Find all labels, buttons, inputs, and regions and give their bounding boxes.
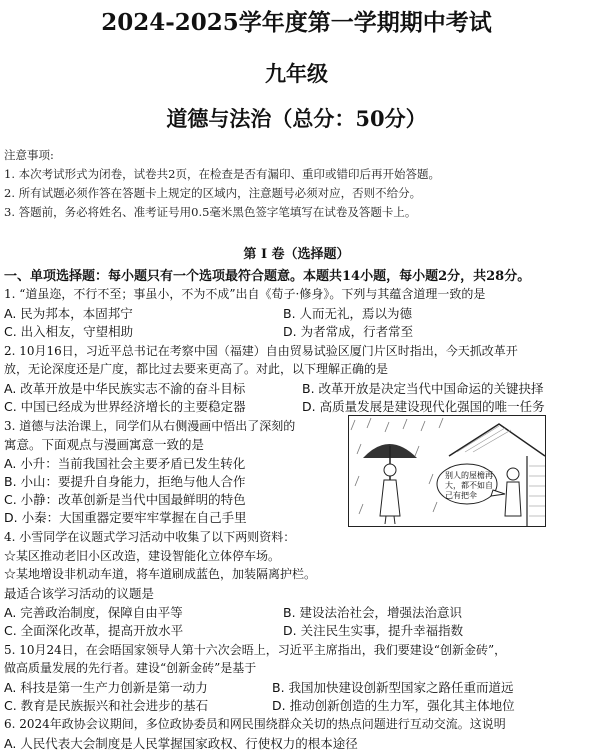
notice-item-2: 2. 所有试题必须作答在答题卡上规定的区域内，注意题号必须对应，否则不给分。 xyxy=(4,186,422,200)
q3-option-b: B. 小山：要提升自身能力，拒绝与他人合作 xyxy=(4,474,246,489)
q5-option-d: D. 推动创新创造的生力军，强化其主体地位 xyxy=(272,698,515,713)
q2-stem-line1: 2. 10月16日，习近平总书记在考察中国（福建）自由贸易试验区厦门片区时指出，今天抓改革开 xyxy=(4,344,518,358)
notice-heading: 注意事项: xyxy=(4,148,54,162)
q4-question: 最适合该学习活动的议题是 xyxy=(4,586,155,601)
cartoon-caption-line1: 别人的屋檐再 xyxy=(445,471,493,480)
q3-stem-line1: 3. 道德与法治课上，同学们从右侧漫画中悟出了深刻的 xyxy=(4,419,296,433)
q5-option-b: B. 我国加快建设创新型国家之路任重而道远 xyxy=(272,680,514,695)
q2-option-d: D. 高质量发展是建设现代化强国的唯一任务 xyxy=(302,399,545,414)
q1-option-c: C. 出入相友，守望相助 xyxy=(4,324,134,339)
q4-material-1: ☆某区推动老旧小区改造，建设智能化立体停车场。 xyxy=(4,549,281,563)
q3-option-d: D. 小秦：大国重器定要牢牢掌握在自己手里 xyxy=(4,510,247,525)
grade-title: 九年级 xyxy=(265,61,328,86)
section-heading: 一、单项选择题：每小题只有一个选项最符合题意。本题共14小题，每小题2分，共28分。 xyxy=(4,269,531,284)
subject-title: 道德与法治（总分：50分） xyxy=(166,106,427,131)
q4-option-b: B. 建设法治社会，增强法治意识 xyxy=(283,605,463,620)
cartoon-caption-line3: 己有把伞 xyxy=(445,491,477,500)
q5-option-a: A. 科技是第一生产力创新是第一动力 xyxy=(4,680,208,695)
q4-stem: 4. 小雪同学在议题式学习活动中收集了以下两则资料： xyxy=(4,530,296,544)
q3-cartoon xyxy=(348,415,546,527)
q4-option-c: C. 全面深化改革，提高开放水平 xyxy=(4,623,184,638)
q4-option-d: D. 关注民生实事，提升幸福指数 xyxy=(283,623,464,638)
q1-option-d: D. 为者常成，行者常至 xyxy=(283,324,414,339)
q3-option-a: A. 小升：当前我国社会主要矛盾已发生转化 xyxy=(4,456,246,471)
q2-option-b: B. 改革开放是决定当代中国命运的关键抉择 xyxy=(302,381,544,396)
exam-title: 2024-2025学年度第一学期期中考试 xyxy=(101,9,492,36)
q1-stem: 1. “道虽迩，不行不至；事虽小，不为不成”出自《荀子·修身》。下列与其蕴含道理一致的是 xyxy=(4,287,486,301)
cartoon-caption-line2: 大，都不如自 xyxy=(445,481,493,490)
q4-option-a: A. 完善政治制度，保障自由平等 xyxy=(4,605,183,620)
q6-stem: 6. 2024年政协会议期间，多位政协委员和网民围绕群众关切的热点问题进行互动交流。这说明 xyxy=(4,717,506,731)
q5-stem-line2: 做高质量发展的先行者。建设“创新金砖”是基于 xyxy=(4,661,257,675)
q1-option-b: B. 人而无礼，焉以为德 xyxy=(283,306,413,321)
q3-option-c: C. 小静：改革创新是当代中国最鲜明的特色 xyxy=(4,492,246,507)
q2-stem-line2: 放，无论深度还是广度，都比过去要来更高了。对此，以下理解正确的是 xyxy=(4,362,389,376)
q1-option-a: A. 民为邦本，本固邦宁 xyxy=(4,306,133,321)
q2-option-a: A. 改革开放是中华民族实志不渝的奋斗目标 xyxy=(4,381,246,396)
section-title: 第 I 卷（选择题） xyxy=(243,247,350,262)
q2-option-c: C. 中国已经成为世界经济增长的主要稳定器 xyxy=(4,399,246,414)
umbrella-cartoon-image xyxy=(349,416,545,526)
q6-option-a: A. 人民代表大会制度是人民掌握国家政权、行使权力的根本途径 xyxy=(4,736,358,751)
notice-item-3: 3. 答题前，务必将姓名、准考证号用0.5毫米黑色签字笔填写在试卷及答题卡上。 xyxy=(4,205,417,219)
q3-stem-line2: 寓意。下面观点与漫画寓意一致的是 xyxy=(4,437,205,452)
q5-stem-line1: 5. 10月24日，在会晤国家领导人第十六次会晤上，习近平主席指出，我们要建设“创新金砖”， xyxy=(4,643,507,657)
notice-item-1: 1. 本次考试形式为闭卷，试卷共2页，在检查是否有漏印、重印或错印后再开始答题。 xyxy=(4,167,440,181)
q4-material-2: ☆某地增设非机动车道，将车道刷成蓝色，加装隔离护栏。 xyxy=(4,567,317,581)
q5-option-c: C. 教育是民族振兴和社会进步的基石 xyxy=(4,698,209,713)
